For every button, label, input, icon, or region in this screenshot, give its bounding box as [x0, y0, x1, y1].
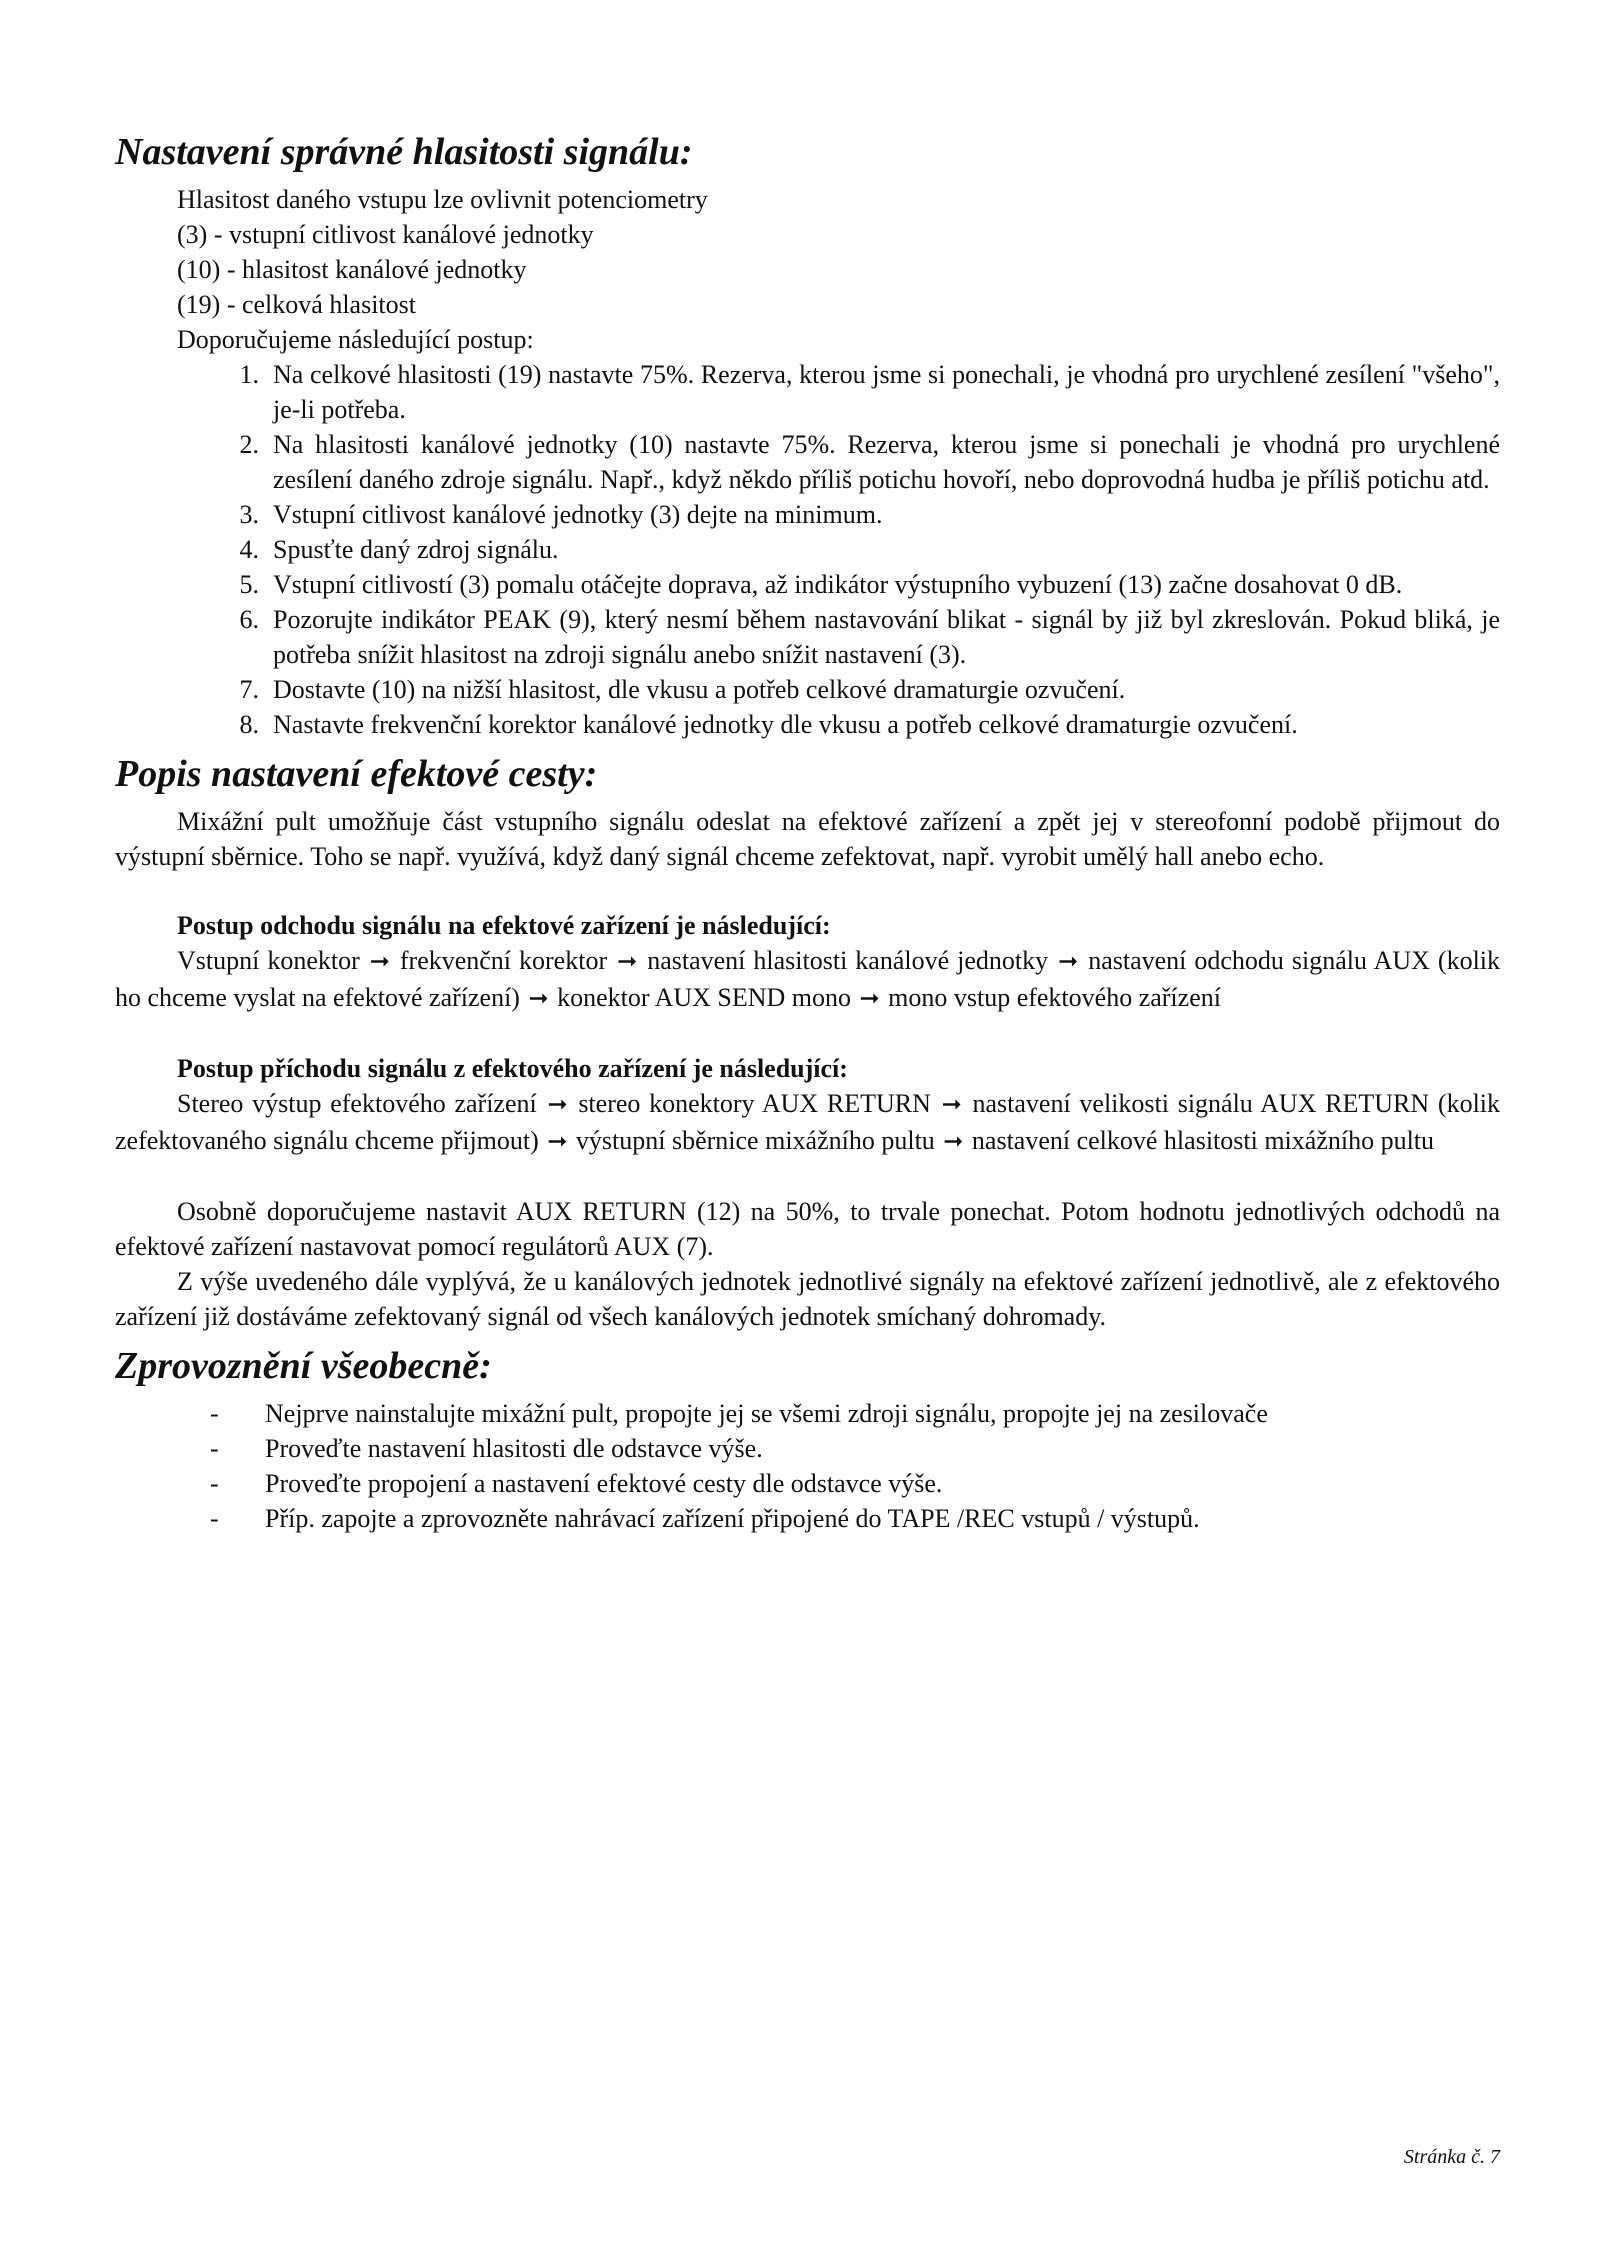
setup-item-text: Příp. zapojte a zprovozněte nahrávací zařízení připojené do TAPE /REC vstupů / výstupů. — [265, 1504, 1200, 1533]
right-arrow-icon: ➞ — [859, 986, 880, 1012]
right-arrow-icon: ➞ — [617, 949, 638, 975]
page-number: Stránka č. 7 — [1403, 2146, 1500, 2168]
effects-intro: Mixážní pult umožňuje část vstupního signálu odeslat na efektové zařízení a zpět jej v stereofonní podobě přijmout do výstupní sběrnice. Toho se např. využívá, když daný signál chceme zefektovat, např. vyrobit umělý hall anebo echo. — [115, 807, 1500, 871]
right-arrow-icon: ➞ — [943, 1129, 964, 1155]
setup-item-text: Nejprve nainstalujte mixážní pult, propojte jej se všemi zdroji signálu, propojte jej na zesilovače — [265, 1399, 1268, 1428]
procedure-step — [223, 602, 1500, 672]
send-flow — [115, 943, 1500, 1017]
intro-line: (3) - vstupní citlivost kanálové jednotky — [177, 220, 594, 249]
right-arrow-icon: ➞ — [941, 1092, 962, 1118]
step-number: 2. — [239, 430, 259, 459]
flow-step: frekvenční korektor — [399, 946, 608, 975]
step-text: Nastavte frekvenční korektor kanálové jednotky dle vkusu a potřeb celkové dramaturgie ozvučení. — [273, 710, 1298, 739]
intro-line: (19) - celková hlasitost — [177, 290, 416, 319]
setup-item-text: Proveďte propojení a nastavení efektové cesty dle odstavce výše. — [265, 1469, 943, 1498]
flow-step: mono vstup efektového zařízení — [888, 983, 1221, 1012]
flow-step: konektor AUX SEND mono — [557, 983, 852, 1012]
dash-bullet: - — [210, 1504, 219, 1533]
right-arrow-icon: ➞ — [547, 1129, 568, 1155]
setup-item — [210, 1431, 1500, 1466]
procedure-step — [223, 357, 1500, 427]
step-number: 7. — [239, 675, 259, 704]
step-number: 4. — [239, 535, 259, 564]
step-text: Spusťte daný zdroj signálu. — [273, 535, 559, 564]
flow-step: nastavení celkové hlasitosti mixážního pultu — [971, 1126, 1435, 1155]
step-text: Na celkové hlasitosti (19) nastavte 75%. Rezerva, kterou jsme si ponechali, je vhodná pro urychlené zesílení "všeho", je-li potřeba. — [273, 360, 1500, 424]
setup-item — [210, 1396, 1500, 1431]
section-heading-effects: Popis nastavení efektové cesty: — [115, 753, 598, 795]
document-page — [115, 128, 1500, 1536]
aux-return-recommendation: Osobně doporučujeme nastavit AUX RETURN (12) na 50%, to trvale ponechat. Potom hodnotu jednotlivých odchodů na efektové zařízení nastavovat pomocí regulátorů AUX (7). — [115, 1197, 1500, 1261]
step-text: Na hlasitosti kanálové jednotky (10) nastavte 75%. Rezerva, kterou jsme si ponechali je vhodná pro urychlené zesílení daného zdroje signálu. Např., když někdo příliš potichu hovoří, nebo doprovodná hudba je příliš potichu atd. — [273, 430, 1500, 494]
intro-line: Doporučujeme následující postup: — [177, 325, 534, 354]
right-arrow-icon: ➞ — [528, 986, 549, 1012]
flow-step: nastavení hlasitosti kanálové jednotky — [647, 946, 1049, 975]
step-text: Dostavte (10) na nižší hlasitost, dle vkusu a potřeb celkové dramaturgie ozvučení. — [273, 675, 1126, 704]
volume-intro — [115, 182, 1500, 357]
step-number: 8. — [239, 710, 259, 739]
flow-step: výstupní sběrnice mixážního pultu — [575, 1126, 935, 1155]
setup-item-text: Proveďte nastavení hlasitosti dle odstavce výše. — [265, 1434, 763, 1463]
flow-step: Vstupní konektor — [177, 946, 360, 975]
right-arrow-icon: ➞ — [1058, 949, 1079, 975]
section-heading-volume: Nastavení správné hlasitosti signálu: — [115, 131, 693, 173]
section-heading-setup: Zprovoznění všeobecně: — [115, 1345, 492, 1387]
procedure-step — [223, 707, 1500, 742]
procedure-step — [223, 497, 1500, 532]
dash-bullet: - — [210, 1434, 219, 1463]
step-text: Vstupní citlivost kanálové jednotky (3) dejte na minimum. — [273, 500, 883, 529]
step-number: 1. — [239, 360, 259, 389]
step-number: 6. — [239, 605, 259, 634]
procedure-step — [223, 672, 1500, 707]
procedure-step — [223, 427, 1500, 497]
right-arrow-icon: ➞ — [547, 1092, 568, 1118]
send-heading: Postup odchodu signálu na efektové zařízení je následující: — [177, 911, 831, 940]
step-text: Pozorujte indikátor PEAK (9), který nesmí během nastavování blikat - signál by již byl zkreslován. Pokud bliká, je potřeba snížit hlasitost na zdroji signálu anebo snížit nastavení (3). — [273, 605, 1500, 669]
intro-line: (10) - hlasitost kanálové jednotky — [177, 255, 527, 284]
flow-step: stereo konektory AUX RETURN — [578, 1089, 931, 1118]
setup-item — [210, 1466, 1500, 1501]
return-flow — [115, 1086, 1500, 1160]
intro-line: Hlasitost daného vstupu lze ovlivnit potenciometry — [177, 185, 708, 214]
flow-step: nastavení odchodu signálu AUX (kolik ho chceme vyslat na efektové zařízení) — [115, 946, 1501, 1012]
step-text: Vstupní citlivostí (3) pomalu otáčejte doprava, až indikátor výstupního vybuzení (13) začne dosahovat 0 dB. — [273, 570, 1403, 599]
return-heading: Postup příchodu signálu z efektového zařízení je následující: — [177, 1054, 848, 1083]
step-number: 3. — [239, 500, 259, 529]
dash-bullet: - — [210, 1399, 219, 1428]
setup-list — [115, 1396, 1500, 1536]
step-number: 5. — [239, 570, 259, 599]
effects-conclusion: Z výše uvedeného dále vyplývá, že u kanálových jednotek jednotlivé signály na efektové zařízení jednotlivě, ale z efektového zařízení již dostáváme zefektovaný signál od všech kanálových jednotek smíchaný dohromady. — [115, 1267, 1500, 1331]
procedure-list — [115, 357, 1500, 742]
dash-bullet: - — [210, 1469, 219, 1498]
procedure-step — [223, 532, 1500, 567]
procedure-step — [223, 567, 1500, 602]
flow-step: nastavení velikosti signálu AUX RETURN (kolik zefektovaného signálu chceme přijmout) — [115, 1089, 1501, 1155]
right-arrow-icon: ➞ — [369, 949, 390, 975]
setup-item — [210, 1501, 1500, 1536]
flow-step: Stereo výstup efektového zařízení — [177, 1089, 537, 1118]
